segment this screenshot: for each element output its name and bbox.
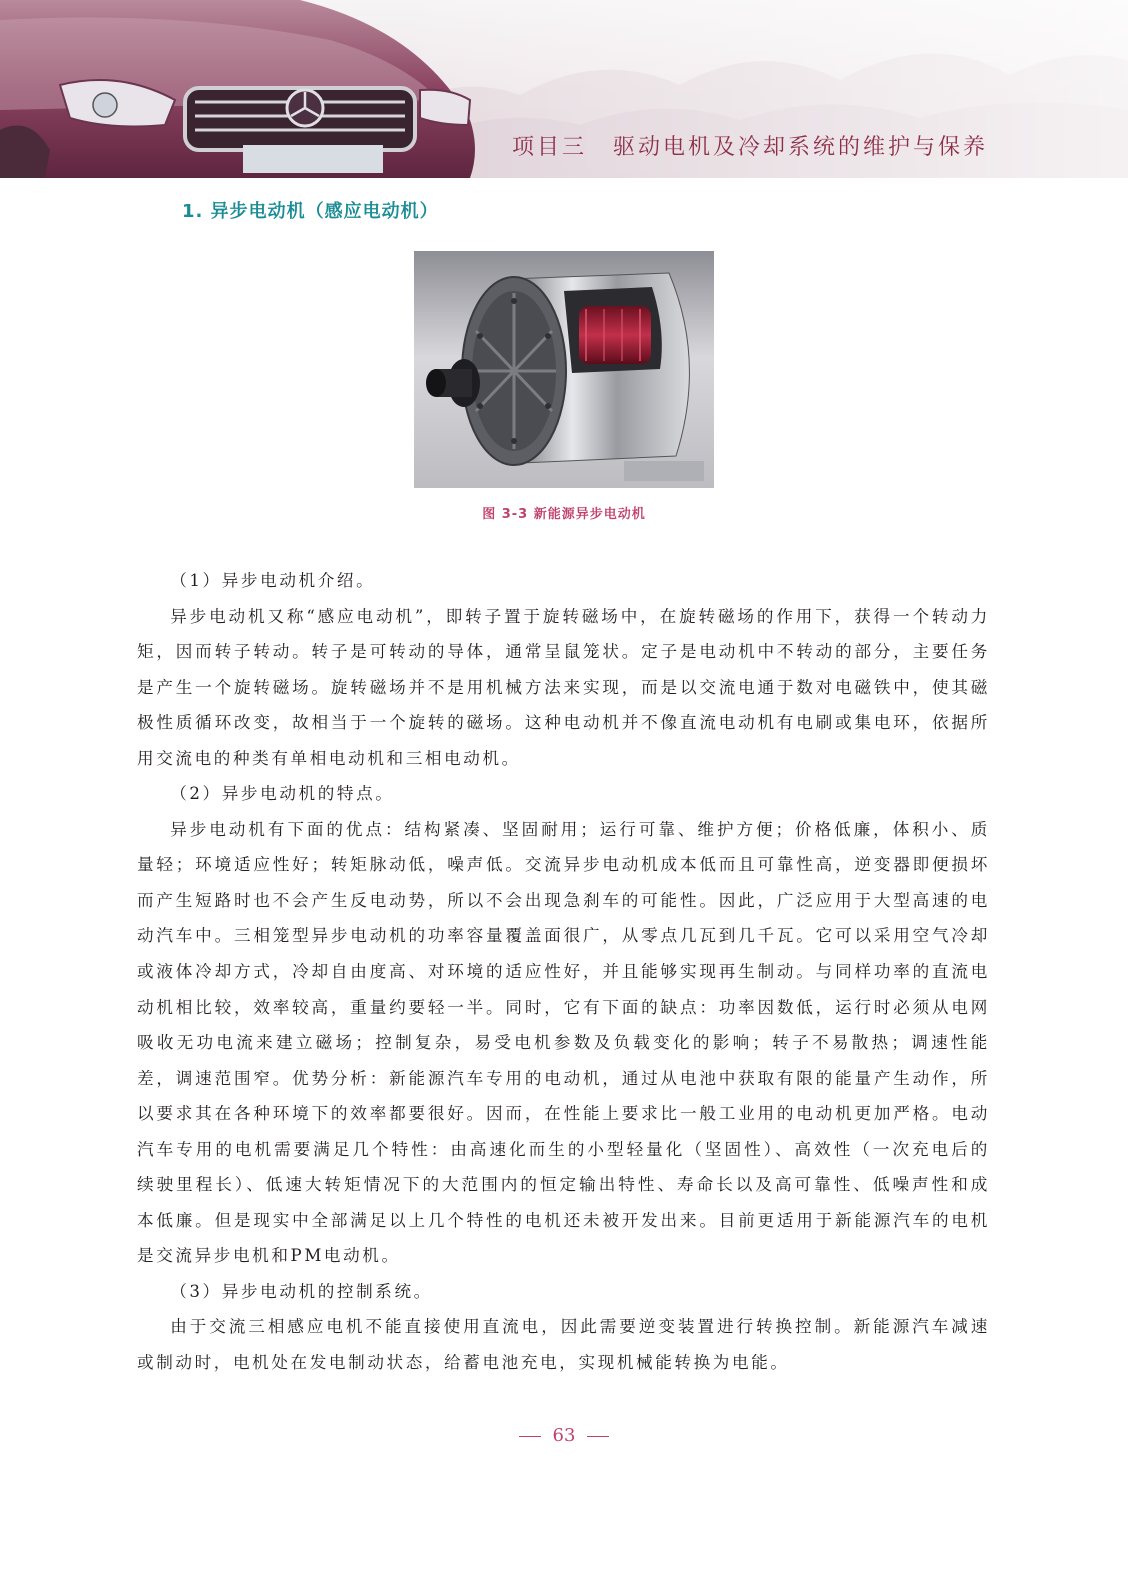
paragraph-features: 异步电动机有下面的优点：结构紧凑、坚固耐用；运行可靠、维护方便；价格低廉，体积小、质量轻；环境适应性好；转矩脉动低，噪声低。交流异步电动机成本低而且可靠性高，逆变器即便损坏而产生短路时也不会产生反电动势，所以不会出现急刹车的可能性。因此，广泛应用于大型高速的电动汽车中。三相笼型异步电动机的功率容量覆盖面很广，从零点几瓦到几千瓦。它可以采用空气冷却或液体冷却方式，冷却自由度高、对环境的适应性好，并且能够实现再生制动。与同样功率的直流电动机相比较，效率较高，重量约要轻一半。同时，它有下面的缺点：功率因数低，运行时必须从电网吸收无功电流来建立磁场；控制复杂，易受电机参数及负载变化的影响；转子不易散热；调速性能差，调速范围窄。优势分析：新能源汽车专用的电动机，通过从电池中获取有限的能量产生动作，所以要求其在各种环境下的效率都要很好。因而，在性能上要求比一般工业用的电动机更加严格。电动汽车专用的电机需要满足几个特性：由高速化而生的小型轻量化（坚固性）、高效性（一次充电后的续驶里程长）、低速大转矩情况下的大范围内的恒定输出特性、寿命长以及高可靠性、低噪声性和成本低廉。但是现实中全部满足以上几个特性的电机还未被开发出来。目前更适用于新能源汽车的电机是交流异步电机和PM电动机。 [137,819,990,1266]
dash-left [519,1436,541,1437]
header-project-title: 驱动电机及冷却系统的维护与保养 [612,135,988,160]
page-number [0,1425,1128,1446]
paragraph-subheading-2: （2）异步电动机的特点。 [170,784,395,804]
paragraph-control: 由于交流三相感应电机不能直接使用直流电，因此需要逆变装置进行转换控制。新能源汽车减速或制动时，电机处在发电制动状态，给蓄电池充电，实现机械能转换为电能。 [137,1317,990,1373]
electric-motor-illustration [414,251,714,488]
page-number-value: 63 [552,1425,576,1446]
figure-caption: 图 3-3 新能源异步电动机 [482,507,646,522]
paragraph-subheading-3: （3）异步电动机的控制系统。 [170,1281,433,1301]
figure-image [414,251,714,488]
paragraph-intro: 异步电动机又称“感应电动机”，即转子置于旋转磁场中，在旋转磁场的作用下，获得一个转动力矩，因而转子转动。转子是可转动的导体，通常呈鼠笼状。定子是电动机中不转动的部分，主要任务是产生一个旋转磁场。旋转磁场并不是用机械方法来实现，而是以交流电通于数对电磁铁中，使其磁极性质循环改变，故相当于一个旋转的磁场。这种电动机并不像直流电动机有电刷或集电环，依据所用交流电的种类有单相电动机和三相电动机。 [137,606,990,768]
page-header-banner [0,0,1128,178]
header-project-label: 项目三 [511,135,587,160]
dash-right [587,1436,609,1437]
header-title [512,130,988,161]
section-heading: 1. 异步电动机（感应电动机） [182,201,439,222]
body-text [137,563,990,1381]
paragraph-subheading-1: （1）异步电动机介绍。 [170,571,376,590]
